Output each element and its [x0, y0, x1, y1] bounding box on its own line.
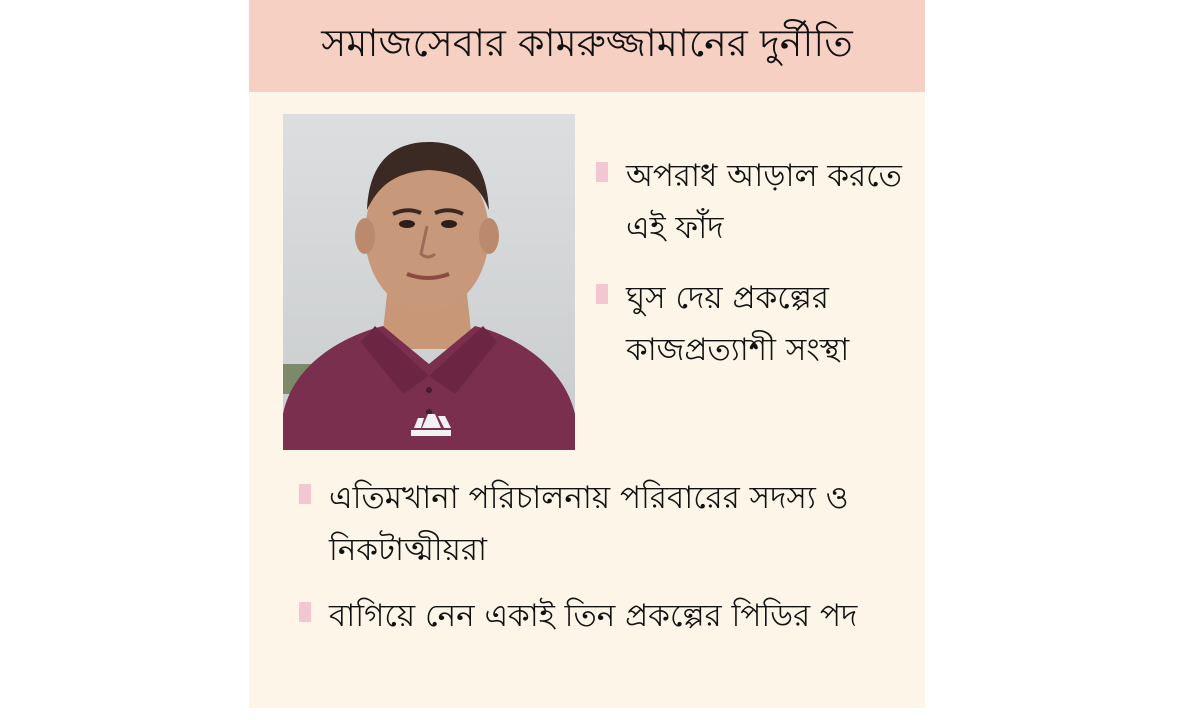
portrait-photo: [283, 114, 575, 450]
bullet-item: [299, 590, 899, 642]
header-banner: [249, 0, 925, 92]
bullet-item: [299, 472, 899, 576]
bullet-item: [596, 272, 916, 376]
bullet-item: [596, 150, 916, 254]
bullet-marker: [596, 284, 608, 304]
bullet-marker: [596, 162, 608, 182]
bullet-marker: [299, 484, 311, 504]
page-title: সমাজসেবার কামরুজ্জামানের দুর্নীতি: [321, 21, 853, 65]
bullet-text: বাগিয়ে নেন একাই তিন প্রকল্পের পিডির পদ: [329, 598, 858, 634]
bullet-marker: [299, 602, 311, 622]
bullet-text: অপরাধ আড়াল করতে এই ফাঁদ: [626, 158, 902, 246]
bullet-text: ঘুস দেয় প্রকল্পের কাজপ্রত্যাশী সংস্থা: [626, 280, 850, 368]
bullet-text: এতিমখানা পরিচালনায় পরিবারের সদস্য ও নিকটাত্মীয়রা: [329, 480, 849, 568]
infographic-card: [249, 0, 925, 708]
